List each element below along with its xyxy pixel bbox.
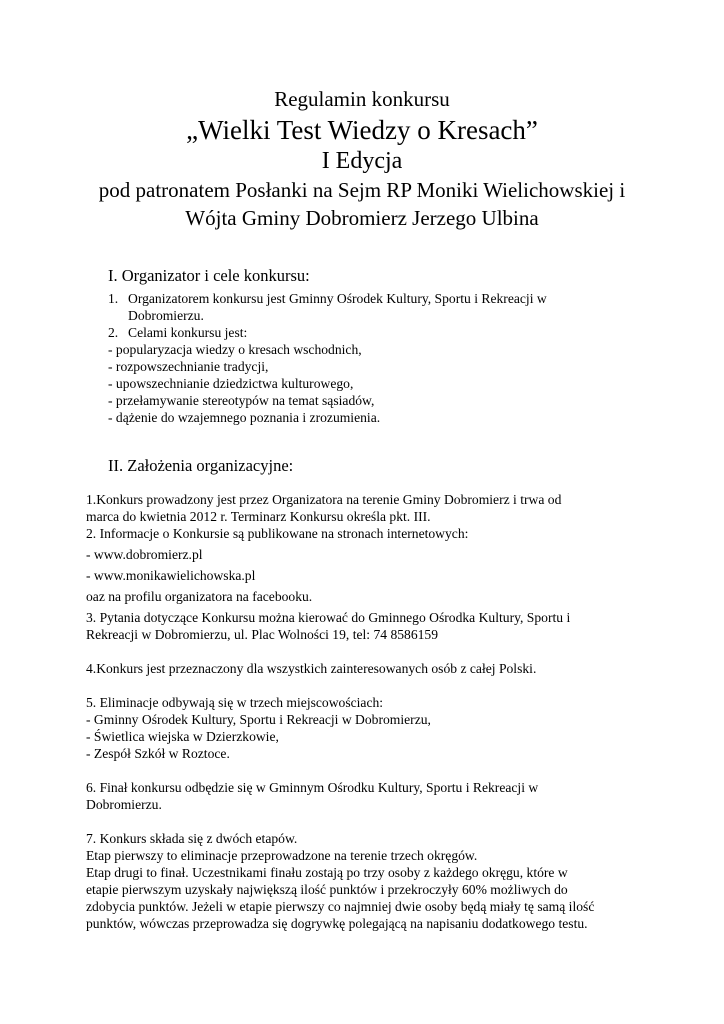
website-link-dobromierz[interactable]: - www.dobromierz.pl (86, 547, 203, 562)
para-7-line-4: etapie pierwszym uzyskały największą ilość punktów i przekroczyły 60% możliwych do (86, 882, 568, 897)
para-4: 4.Konkurs jest przeznaczony dla wszystkich zainteresowanych osób z całej Polski. (86, 661, 537, 676)
para-2-line-4: oaz na profilu organizatora na facebooku. (86, 589, 313, 604)
section-1-item-1-line-2: Dobromierzu. (128, 308, 204, 323)
para-7-line-2: Etap pierwszy to eliminacje przeprowadzone na terenie trzech okręgów. (86, 848, 478, 863)
para-7-line-3: Etap drugi to finał. Uczestnikami finału zostają po trzy osoby z każdego okręgu, które w (86, 865, 568, 880)
title-block (0, 84, 724, 232)
goal-item: - popularyzacja wiedzy o kresach wschodnich, (108, 342, 362, 357)
para-2-line-1: 2. Informacje o Konkursie są publikowane na stronach internetowych: (86, 526, 469, 541)
title-line-1: Regulamin konkursu (274, 87, 450, 111)
para-1-line-1: 1.Konkurs prowadzony jest przez Organizatora na terenie Gminy Dobromierz i trwa od (86, 492, 562, 507)
para-5-line-2: - Gminny Ośrodek Kultury, Sportu i Rekreacji w Dobromierzu, (86, 712, 431, 727)
para-3-line-2: Rekreacji w Dobromierzu, ul. Plac Wolności 19, tel: 74 8586159 (86, 627, 439, 642)
para-7-line-6: punktów, wówczas przeprowadza się dogrywkę polegającą na napisaniu dodatkowego testu. (86, 916, 588, 931)
section-1-item-1-number: 1. (108, 291, 119, 306)
para-6-line-1: 6. Finał konkursu odbędzie się w Gminnym Ośrodku Kultury, Sportu i Rekreacji w (86, 780, 539, 795)
para-5-line-4: - Zespół Szkół w Roztoce. (86, 746, 230, 761)
para-5-line-1: 5. Eliminacje odbywają się w trzech miejscowościach: (86, 695, 384, 710)
section-1-item-2-number: 2. (108, 325, 119, 340)
para-3-line-1: 3. Pytania dotyczące Konkursu można kierować do Gminnego Ośrodka Kultury, Sportu i (86, 610, 571, 625)
para-5-line-3: - Świetlica wiejska w Dzierzkowie, (86, 729, 279, 744)
goal-item: - rozpowszechnianie tradycji, (108, 359, 269, 374)
section-1-heading: I. Organizator i cele konkursu: (108, 266, 310, 285)
goal-item: - przełamywanie stereotypów na temat sąsiadów, (108, 393, 375, 408)
title-line-3: I Edycja (321, 148, 403, 174)
para-6-line-2: Dobromierzu. (86, 797, 162, 812)
section-1-item-2-line-1: Celami konkursu jest: (128, 325, 248, 340)
title-line-5: Wójta Gminy Dobromierz Jerzego Ulbina (185, 206, 539, 230)
goal-item: - dążenie do wzajemnego poznania i zrozumienia. (108, 410, 381, 425)
para-7-line-1: 7. Konkurs składa się z dwóch etapów. (86, 831, 298, 846)
section-2-heading: II. Założenia organizacyjne: (108, 456, 294, 475)
title-line-2: „Wielki Test Wiedzy o Kresach” (186, 115, 538, 145)
section-1-item-1-line-1: Organizatorem konkursu jest Gminny Ośrodek Kultury, Sportu i Rekreacji w (128, 291, 547, 306)
website-link-monikawielichowska[interactable]: - www.monikawielichowska.pl (86, 568, 256, 583)
title-line-4: pod patronatem Posłanki na Sejm RP Moniki Wielichowskiej i (98, 178, 626, 202)
goal-item: - upowszechnianie dziedzictwa kulturowego, (108, 376, 354, 391)
para-1-line-2: marca do kwietnia 2012 r. Terminarz Konkursu określa pkt. III. (86, 509, 431, 524)
para-7-line-5: zdobycia punktów. Jeżeli w etapie pierwszy co najmniej dwie osoby będą miały tę samą ilość (86, 899, 595, 914)
